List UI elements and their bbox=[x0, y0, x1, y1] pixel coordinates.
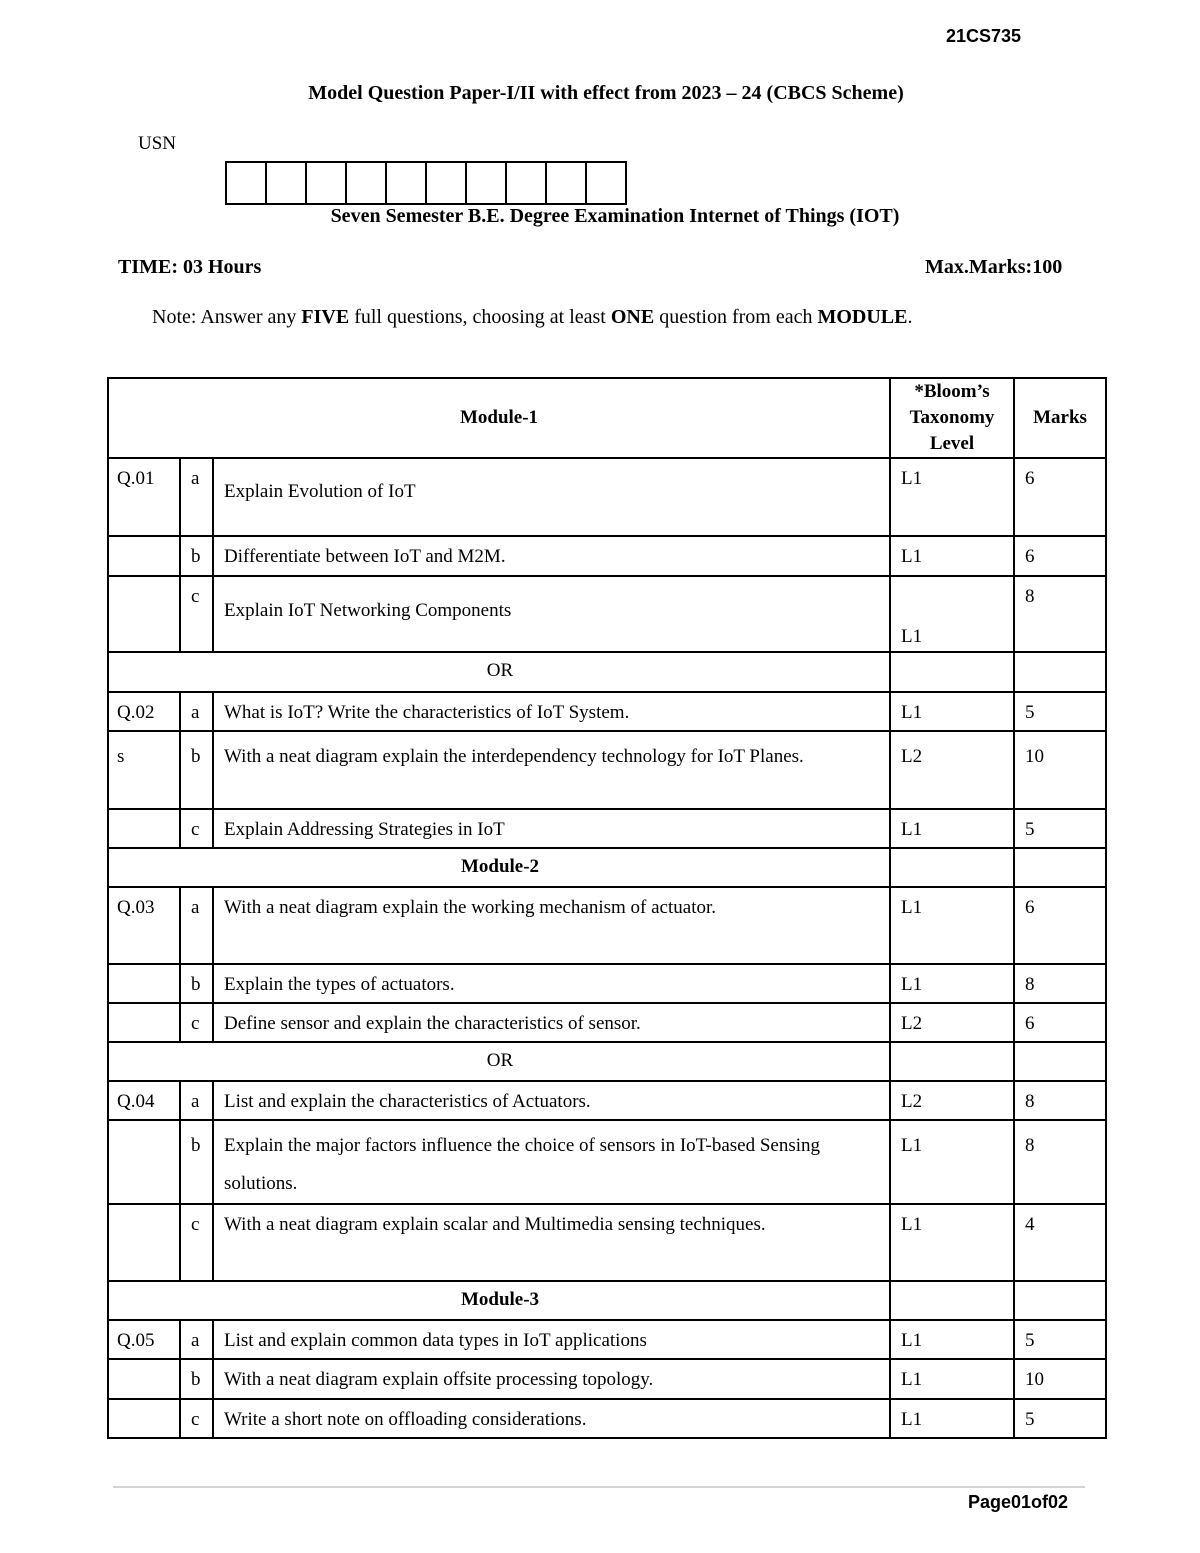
note-part: full questions, choosing at least bbox=[349, 306, 611, 328]
question-row bbox=[108, 1320, 1106, 1359]
empty-cell bbox=[890, 1042, 1014, 1081]
blooms-level: L1 bbox=[890, 692, 1014, 731]
question-text: Write a short note on offloading considerations. bbox=[213, 1399, 890, 1438]
question-text: Explain Evolution of IoT bbox=[213, 458, 890, 536]
marks-header: Marks bbox=[1014, 378, 1106, 458]
empty-cell bbox=[1014, 1281, 1106, 1320]
page-number: Page01of02 bbox=[968, 1492, 1069, 1512]
question-table bbox=[107, 377, 1107, 1439]
empty-cell bbox=[890, 1281, 1014, 1320]
question-number: Q.01 bbox=[108, 458, 180, 536]
question-number: Q.04 bbox=[108, 1081, 180, 1120]
usn-digit-box[interactable] bbox=[225, 161, 267, 205]
empty-cell bbox=[1014, 1042, 1106, 1081]
question-number: Q.05 bbox=[108, 1320, 180, 1359]
question-marks: 6 bbox=[1014, 1003, 1106, 1042]
footer-divider bbox=[113, 1486, 1085, 1488]
question-row bbox=[108, 536, 1106, 576]
blooms-level: L2 bbox=[890, 1081, 1014, 1120]
question-text: With a neat diagram explain the interdependency technology for IoT Planes. bbox=[213, 731, 890, 809]
question-text: What is IoT? Write the characteristics of IoT System. bbox=[213, 692, 890, 731]
blooms-level: L1 bbox=[890, 1359, 1014, 1399]
question-row bbox=[108, 1081, 1106, 1120]
note-emphasis: MODULE bbox=[817, 306, 908, 328]
question-number bbox=[108, 1120, 180, 1204]
usn-digit-box[interactable] bbox=[545, 161, 587, 205]
question-row bbox=[108, 887, 1106, 964]
max-marks-label: Max.Marks:100 bbox=[925, 256, 1063, 278]
blooms-level: L1 bbox=[890, 458, 1014, 536]
question-text: List and explain common data types in IoT applications bbox=[213, 1320, 890, 1359]
question-marks: 4 bbox=[1014, 1204, 1106, 1281]
module-heading: Module-2 bbox=[108, 848, 890, 887]
question-number bbox=[108, 536, 180, 576]
blooms-level: L1 bbox=[890, 1320, 1014, 1359]
question-part: b bbox=[180, 1359, 213, 1399]
question-text: List and explain the characteristics of Actuators. bbox=[213, 1081, 890, 1120]
question-part: a bbox=[180, 887, 213, 964]
question-number bbox=[108, 1359, 180, 1399]
question-marks: 6 bbox=[1014, 887, 1106, 964]
question-row bbox=[108, 458, 1106, 536]
blooms-level: L1 bbox=[890, 887, 1014, 964]
blooms-level: L1 bbox=[890, 576, 1014, 652]
question-text: Explain Addressing Strategies in IoT bbox=[213, 809, 890, 848]
question-part: b bbox=[180, 1120, 213, 1204]
question-number: Q.03 bbox=[108, 887, 180, 964]
question-text: Explain the major factors influence the choice of sensors in IoT-based Sensing solutions. bbox=[213, 1120, 890, 1204]
question-row bbox=[108, 1204, 1106, 1281]
question-marks: 10 bbox=[1014, 1359, 1106, 1399]
question-part: a bbox=[180, 1081, 213, 1120]
question-row bbox=[108, 1359, 1106, 1399]
question-marks: 6 bbox=[1014, 458, 1106, 536]
empty-cell bbox=[1014, 848, 1106, 887]
question-text: With a neat diagram explain scalar and Multimedia sensing techniques. bbox=[213, 1204, 890, 1281]
instructions-note bbox=[152, 306, 912, 329]
question-part: c bbox=[180, 1399, 213, 1438]
usn-digit-box[interactable] bbox=[585, 161, 627, 205]
question-text: With a neat diagram explain offsite processing topology. bbox=[213, 1359, 890, 1399]
usn-digit-box[interactable] bbox=[265, 161, 307, 205]
or-row bbox=[108, 652, 1106, 692]
question-marks: 5 bbox=[1014, 1320, 1106, 1359]
question-part: a bbox=[180, 692, 213, 731]
blooms-level: L1 bbox=[890, 1399, 1014, 1438]
blooms-level: L2 bbox=[890, 1003, 1014, 1042]
exam-title: Seven Semester B.E. Degree Examination Internet of Things (IOT) bbox=[330, 205, 900, 227]
question-marks: 5 bbox=[1014, 1399, 1106, 1438]
blooms-level: L1 bbox=[890, 1120, 1014, 1204]
module-heading-row bbox=[108, 1281, 1106, 1320]
question-row bbox=[108, 964, 1106, 1003]
blooms-level-header: *Bloom’s Taxonomy Level bbox=[890, 378, 1014, 458]
question-part: c bbox=[180, 576, 213, 652]
empty-cell bbox=[890, 652, 1014, 692]
question-marks: 6 bbox=[1014, 536, 1106, 576]
question-marks: 8 bbox=[1014, 964, 1106, 1003]
note-emphasis: ONE bbox=[610, 306, 655, 328]
blooms-level: L2 bbox=[890, 731, 1014, 809]
empty-cell bbox=[1014, 652, 1106, 692]
or-row bbox=[108, 1042, 1106, 1081]
usn-label: USN bbox=[138, 133, 177, 154]
question-marks: 5 bbox=[1014, 692, 1106, 731]
question-row bbox=[108, 692, 1106, 731]
note-emphasis: FIVE bbox=[301, 306, 350, 328]
note-part: . bbox=[907, 306, 913, 328]
usn-digit-box[interactable] bbox=[385, 161, 427, 205]
usn-boxes bbox=[225, 161, 627, 205]
blooms-level: L1 bbox=[890, 964, 1014, 1003]
question-text: Explain the types of actuators. bbox=[213, 964, 890, 1003]
question-text: With a neat diagram explain the working mechanism of actuator. bbox=[213, 887, 890, 964]
course-code: 21CS735 bbox=[946, 26, 1022, 46]
question-part: b bbox=[180, 536, 213, 576]
module-heading-row bbox=[108, 848, 1106, 887]
question-part: c bbox=[180, 809, 213, 848]
question-part: b bbox=[180, 964, 213, 1003]
blooms-level: L1 bbox=[890, 1204, 1014, 1281]
question-row bbox=[108, 731, 1106, 809]
question-number bbox=[108, 1399, 180, 1438]
question-number: Q.02 bbox=[108, 692, 180, 731]
question-number bbox=[108, 964, 180, 1003]
question-part: a bbox=[180, 1320, 213, 1359]
question-text: Differentiate between IoT and M2M. bbox=[213, 536, 890, 576]
question-number bbox=[108, 1003, 180, 1042]
question-row bbox=[108, 576, 1106, 652]
module-1-heading: Module-1 bbox=[108, 378, 890, 458]
question-marks: 5 bbox=[1014, 809, 1106, 848]
question-number bbox=[108, 576, 180, 652]
usn-digit-box[interactable] bbox=[425, 161, 467, 205]
question-row bbox=[108, 1003, 1106, 1042]
question-row bbox=[108, 1399, 1106, 1438]
usn-digit-box[interactable] bbox=[465, 161, 507, 205]
question-marks: 8 bbox=[1014, 576, 1106, 652]
question-marks: 8 bbox=[1014, 1081, 1106, 1120]
question-marks: 10 bbox=[1014, 731, 1106, 809]
usn-digit-box[interactable] bbox=[305, 161, 347, 205]
question-text: Explain IoT Networking Components bbox=[213, 576, 890, 652]
question-part: c bbox=[180, 1003, 213, 1042]
question-part: c bbox=[180, 1204, 213, 1281]
question-row bbox=[108, 809, 1106, 848]
question-number: s bbox=[108, 731, 180, 809]
question-part: a bbox=[180, 458, 213, 536]
question-number bbox=[108, 1204, 180, 1281]
question-marks: 8 bbox=[1014, 1120, 1106, 1204]
paper-title: Model Question Paper-I/II with effect from 2023 – 24 (CBCS Scheme) bbox=[308, 82, 904, 104]
question-text: Define sensor and explain the characteristics of sensor. bbox=[213, 1003, 890, 1042]
time-label: TIME: 03 Hours bbox=[118, 256, 262, 278]
question-number bbox=[108, 809, 180, 848]
table-header-row bbox=[108, 378, 1106, 458]
usn-digit-box[interactable] bbox=[345, 161, 387, 205]
question-part: b bbox=[180, 731, 213, 809]
module-heading: Module-3 bbox=[108, 1281, 890, 1320]
blooms-level: L1 bbox=[890, 809, 1014, 848]
blooms-level: L1 bbox=[890, 536, 1014, 576]
note-part: question from each bbox=[654, 306, 818, 328]
empty-cell bbox=[890, 848, 1014, 887]
or-separator: OR bbox=[108, 652, 890, 692]
note-part: Note: Answer any bbox=[152, 306, 302, 328]
usn-digit-box[interactable] bbox=[505, 161, 547, 205]
or-separator: OR bbox=[108, 1042, 890, 1081]
question-row bbox=[108, 1120, 1106, 1204]
